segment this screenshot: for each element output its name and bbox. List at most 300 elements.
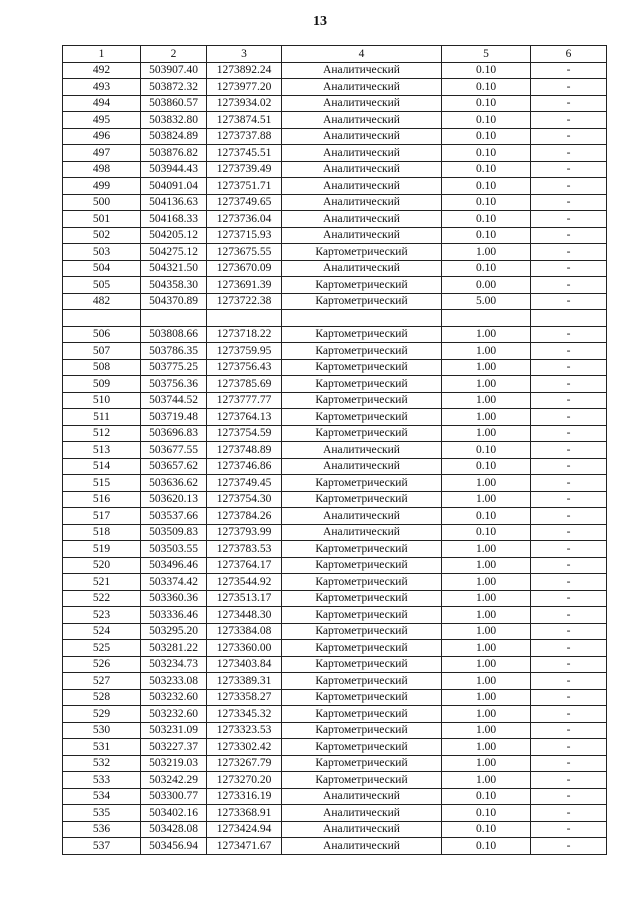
table-cell: Картометрический: [282, 640, 442, 657]
table-cell: 1273874.51: [207, 112, 282, 129]
table-row: [63, 821, 607, 838]
table-cell: 532: [63, 755, 141, 772]
table-cell: 1273384.08: [207, 623, 282, 640]
table-cell: -: [531, 293, 607, 310]
table-cell: 1273739.49: [207, 161, 282, 178]
table-cell: Аналитический: [282, 79, 442, 96]
table-cell: 504370.89: [141, 293, 207, 310]
table-cell: 503786.35: [141, 343, 207, 360]
table-row: [63, 194, 607, 211]
table-cell: 1.00: [442, 772, 531, 789]
table-row: [63, 161, 607, 178]
table-cell: 503677.55: [141, 442, 207, 459]
table-cell: -: [531, 194, 607, 211]
table-cell: 1.00: [442, 623, 531, 640]
table-cell: 0.10: [442, 805, 531, 822]
table-header: [63, 46, 607, 63]
table-cell: 493: [63, 79, 141, 96]
table-cell: 501: [63, 211, 141, 228]
table-row: [63, 805, 607, 822]
table-cell: 536: [63, 821, 141, 838]
table-cell: 503824.89: [141, 128, 207, 145]
table-cell: -: [531, 739, 607, 756]
table-row: [63, 524, 607, 541]
table-cell: 503227.37: [141, 739, 207, 756]
table-cell: 1.00: [442, 739, 531, 756]
table-cell: -: [531, 541, 607, 558]
table-cell: Аналитический: [282, 838, 442, 855]
table-cell: -: [531, 557, 607, 574]
table-cell: 496: [63, 128, 141, 145]
table-cell: 537: [63, 838, 141, 855]
table-cell: Аналитический: [282, 194, 442, 211]
table-cell: Картометрический: [282, 557, 442, 574]
table-cell: 0.10: [442, 194, 531, 211]
table-cell: Картометрический: [282, 409, 442, 426]
table-cell: 503503.55: [141, 541, 207, 558]
table-cell: 531: [63, 739, 141, 756]
table-row: [63, 739, 607, 756]
table-row: [63, 128, 607, 145]
table-cell: 1273756.43: [207, 359, 282, 376]
table-cell: 0.10: [442, 211, 531, 228]
table-cell: 503537.66: [141, 508, 207, 525]
table-cell: Аналитический: [282, 508, 442, 525]
table-row: [63, 376, 607, 393]
table-cell: 1.00: [442, 359, 531, 376]
table-cell: -: [531, 788, 607, 805]
table-cell: -: [531, 62, 607, 79]
column-header: 4: [282, 46, 442, 63]
table-cell: 503233.08: [141, 673, 207, 690]
table-cell: Аналитический: [282, 458, 442, 475]
table-cell: 1273785.69: [207, 376, 282, 393]
table-cell: Картометрический: [282, 689, 442, 706]
table-cell: 1273749.65: [207, 194, 282, 211]
table-cell: 503719.48: [141, 409, 207, 426]
table-cell: -: [531, 161, 607, 178]
table-cell: 518: [63, 524, 141, 541]
table-cell: 504: [63, 260, 141, 277]
table-cell: Картометрический: [282, 343, 442, 360]
column-header: 3: [207, 46, 282, 63]
table-cell: Картометрический: [282, 722, 442, 739]
table-row: [63, 277, 607, 294]
table-cell: 498: [63, 161, 141, 178]
table-row: [63, 722, 607, 739]
table-row: [63, 293, 607, 310]
table-cell: 1273368.91: [207, 805, 282, 822]
table-row: [63, 557, 607, 574]
table-cell: Аналитический: [282, 524, 442, 541]
table-row: [63, 755, 607, 772]
table-cell: 1273722.38: [207, 293, 282, 310]
table-cell: Аналитический: [282, 178, 442, 195]
table-cell: 0.10: [442, 524, 531, 541]
table-cell: -: [531, 458, 607, 475]
table-cell: 503: [63, 244, 141, 261]
table-cell: Картометрический: [282, 475, 442, 492]
table-cell: 0.10: [442, 838, 531, 855]
table-cell: 1273675.55: [207, 244, 282, 261]
table-cell: 503360.36: [141, 590, 207, 607]
table-cell: 1.00: [442, 343, 531, 360]
table-cell: -: [531, 178, 607, 195]
table-cell: -: [531, 277, 607, 294]
table-cell: 507: [63, 343, 141, 360]
table-cell: 1273759.95: [207, 343, 282, 360]
table-cell: -: [531, 508, 607, 525]
table-cell: 503300.77: [141, 788, 207, 805]
table-cell: 519: [63, 541, 141, 558]
table-row: [63, 607, 607, 624]
table-cell: Картометрический: [282, 755, 442, 772]
table-row: [63, 392, 607, 409]
table-cell: 503374.42: [141, 574, 207, 591]
table-cell: 504275.12: [141, 244, 207, 261]
table-cell: 495: [63, 112, 141, 129]
table-cell: 504168.33: [141, 211, 207, 228]
table-cell: 1273892.24: [207, 62, 282, 79]
table-cell: 497: [63, 145, 141, 162]
table-row: [63, 442, 607, 459]
table-cell: 0.10: [442, 161, 531, 178]
table-cell: -: [531, 722, 607, 739]
table-cell: 1273751.71: [207, 178, 282, 195]
table-cell: Аналитический: [282, 227, 442, 244]
table-cell: 1273302.42: [207, 739, 282, 756]
table-cell: -: [531, 607, 607, 624]
table-cell: 504136.63: [141, 194, 207, 211]
table-row: [63, 656, 607, 673]
table-cell: Картометрический: [282, 574, 442, 591]
table-cell: 1.00: [442, 755, 531, 772]
table-cell: 1.00: [442, 673, 531, 690]
table-cell: 0.10: [442, 62, 531, 79]
table-cell: 492: [63, 62, 141, 79]
table-cell: 503832.80: [141, 112, 207, 129]
table-cell: 1.00: [442, 590, 531, 607]
table-cell: Картометрический: [282, 607, 442, 624]
table-cell: 1273471.67: [207, 838, 282, 855]
table-cell: 0.10: [442, 128, 531, 145]
table-cell: 524: [63, 623, 141, 640]
table-cell: Картометрический: [282, 623, 442, 640]
table-cell: 1273737.88: [207, 128, 282, 145]
table-row: [63, 62, 607, 79]
table-cell: 503872.32: [141, 79, 207, 96]
table-row: [63, 574, 607, 591]
table-cell: 1273934.02: [207, 95, 282, 112]
table-cell: -: [531, 821, 607, 838]
table-cell: 503696.83: [141, 425, 207, 442]
table-cell: 1273323.53: [207, 722, 282, 739]
table-cell: 503232.60: [141, 706, 207, 723]
coordinates-table: [62, 45, 607, 855]
table-cell: 1.00: [442, 722, 531, 739]
table-cell: 1273389.31: [207, 673, 282, 690]
table-cell: -: [531, 425, 607, 442]
table-row: [63, 491, 607, 508]
table-row: [63, 788, 607, 805]
table-cell: Картометрический: [282, 673, 442, 690]
table-cell: 0.10: [442, 458, 531, 475]
column-header: 5: [442, 46, 531, 63]
table-cell: 1.00: [442, 425, 531, 442]
table-row: [63, 310, 607, 327]
table-cell: Аналитический: [282, 128, 442, 145]
table-cell: 0.10: [442, 95, 531, 112]
table-cell: 1.00: [442, 640, 531, 657]
table-row: [63, 79, 607, 96]
table-cell: Аналитический: [282, 788, 442, 805]
table-cell: 503808.66: [141, 326, 207, 343]
table-cell: -: [531, 359, 607, 376]
table-row: [63, 178, 607, 195]
table-cell: -: [531, 755, 607, 772]
table-row: [63, 706, 607, 723]
table-cell: 525: [63, 640, 141, 657]
table-cell: 1.00: [442, 706, 531, 723]
table-cell: -: [531, 590, 607, 607]
table-cell: 1273358.27: [207, 689, 282, 706]
table-cell: Картометрический: [282, 376, 442, 393]
table-row: [63, 508, 607, 525]
table-cell: -: [531, 227, 607, 244]
table-cell: 0.10: [442, 508, 531, 525]
table-cell: 503336.46: [141, 607, 207, 624]
table-cell: 523: [63, 607, 141, 624]
table-cell: 1.00: [442, 574, 531, 591]
table-cell: -: [531, 673, 607, 690]
table-cell: -: [531, 211, 607, 228]
table-cell: 1.00: [442, 475, 531, 492]
table-row: [63, 359, 607, 376]
table-cell: 0.10: [442, 178, 531, 195]
table-cell: -: [531, 689, 607, 706]
table-cell: 1273749.45: [207, 475, 282, 492]
table-cell: 1.00: [442, 409, 531, 426]
table-row: [63, 623, 607, 640]
table-cell: 503456.94: [141, 838, 207, 855]
table-cell: -: [531, 244, 607, 261]
table-cell: 0.10: [442, 79, 531, 96]
table-cell: 506: [63, 326, 141, 343]
table-row: [63, 211, 607, 228]
table-cell: -: [531, 640, 607, 657]
table-cell: 512: [63, 425, 141, 442]
table-cell: 503620.13: [141, 491, 207, 508]
table-row: [63, 409, 607, 426]
table-cell: 520: [63, 557, 141, 574]
table-cell: -: [531, 326, 607, 343]
table-cell: -: [531, 392, 607, 409]
table-cell: 515: [63, 475, 141, 492]
table-cell: 1273316.19: [207, 788, 282, 805]
table-row: [63, 326, 607, 343]
table-cell: -: [531, 260, 607, 277]
table-cell: 1.00: [442, 244, 531, 261]
table-cell: 0.00: [442, 277, 531, 294]
table-row: [63, 112, 607, 129]
table-cell: Картометрический: [282, 706, 442, 723]
table-cell: 503242.29: [141, 772, 207, 789]
table-cell: 1273754.59: [207, 425, 282, 442]
table-cell: 516: [63, 491, 141, 508]
table-cell: 0.10: [442, 260, 531, 277]
table-cell: -: [531, 491, 607, 508]
table-cell: 510: [63, 392, 141, 409]
table-cell: 1273793.99: [207, 524, 282, 541]
table-cell: Аналитический: [282, 260, 442, 277]
header-row: [63, 46, 607, 63]
table-cell: 527: [63, 673, 141, 690]
table-cell: 530: [63, 722, 141, 739]
table-cell: 533: [63, 772, 141, 789]
table-cell: 503907.40: [141, 62, 207, 79]
table-cell: 1273403.84: [207, 656, 282, 673]
table-cell: 1273784.26: [207, 508, 282, 525]
table-cell: 503219.03: [141, 755, 207, 772]
table-cell: 499: [63, 178, 141, 195]
table-cell: Картометрический: [282, 293, 442, 310]
table-cell: Картометрический: [282, 772, 442, 789]
table-cell: 502: [63, 227, 141, 244]
table-cell: [63, 310, 141, 327]
table-cell: [442, 310, 531, 327]
table-cell: 1273691.39: [207, 277, 282, 294]
table-row: [63, 640, 607, 657]
table-cell: Картометрический: [282, 491, 442, 508]
table-row: [63, 541, 607, 558]
table-cell: 503232.60: [141, 689, 207, 706]
table-cell: -: [531, 706, 607, 723]
table-cell: -: [531, 145, 607, 162]
table-cell: Картометрический: [282, 359, 442, 376]
table-cell: 504091.04: [141, 178, 207, 195]
table-cell: 1273345.32: [207, 706, 282, 723]
table-cell: 1.00: [442, 491, 531, 508]
table-cell: 504321.50: [141, 260, 207, 277]
table-cell: 1273513.17: [207, 590, 282, 607]
table-cell: Аналитический: [282, 95, 442, 112]
table-cell: -: [531, 112, 607, 129]
table-cell: 1273777.77: [207, 392, 282, 409]
table-cell: [207, 310, 282, 327]
table-cell: 503496.46: [141, 557, 207, 574]
table-cell: Аналитический: [282, 161, 442, 178]
column-header: 6: [531, 46, 607, 63]
table-cell: 1273748.89: [207, 442, 282, 459]
table-cell: Картометрический: [282, 425, 442, 442]
table-body: [63, 62, 607, 854]
table-cell: 503402.16: [141, 805, 207, 822]
table-cell: 0.10: [442, 442, 531, 459]
table-row: [63, 838, 607, 855]
table-cell: 503428.08: [141, 821, 207, 838]
table-row: [63, 590, 607, 607]
table-cell: 503744.52: [141, 392, 207, 409]
table-cell: 1273746.86: [207, 458, 282, 475]
table-cell: 1.00: [442, 607, 531, 624]
table-cell: 1273424.94: [207, 821, 282, 838]
table-cell: Картометрический: [282, 277, 442, 294]
table-cell: Аналитический: [282, 442, 442, 459]
table-row: [63, 343, 607, 360]
table-cell: Аналитический: [282, 211, 442, 228]
table-cell: Аналитический: [282, 112, 442, 129]
table-cell: 500: [63, 194, 141, 211]
table-cell: 1.00: [442, 557, 531, 574]
table-cell: 503860.57: [141, 95, 207, 112]
table-cell: 503944.43: [141, 161, 207, 178]
table-row: [63, 244, 607, 261]
table-cell: -: [531, 772, 607, 789]
table-cell: 1.00: [442, 326, 531, 343]
table-row: [63, 95, 607, 112]
table-cell: Аналитический: [282, 821, 442, 838]
table-row: [63, 227, 607, 244]
table-cell: -: [531, 95, 607, 112]
table-cell: 1273783.53: [207, 541, 282, 558]
table-cell: 508: [63, 359, 141, 376]
table-cell: [531, 310, 607, 327]
table-cell: 513: [63, 442, 141, 459]
table-cell: -: [531, 376, 607, 393]
table-cell: 503295.20: [141, 623, 207, 640]
table-cell: 494: [63, 95, 141, 112]
table-row: [63, 475, 607, 492]
table-cell: 1.00: [442, 541, 531, 558]
table-cell: 0.10: [442, 788, 531, 805]
table-cell: 529: [63, 706, 141, 723]
table-row: [63, 772, 607, 789]
table-cell: 0.10: [442, 821, 531, 838]
table-cell: -: [531, 409, 607, 426]
table-row: [63, 689, 607, 706]
table-cell: 1273754.30: [207, 491, 282, 508]
table-cell: 503231.09: [141, 722, 207, 739]
table-cell: 503657.62: [141, 458, 207, 475]
table-cell: 526: [63, 656, 141, 673]
table-cell: Картометрический: [282, 739, 442, 756]
table-cell: 1273267.79: [207, 755, 282, 772]
table-cell: -: [531, 656, 607, 673]
table-cell: -: [531, 805, 607, 822]
table-cell: Картометрический: [282, 590, 442, 607]
table-cell: 503281.22: [141, 640, 207, 657]
table-cell: 482: [63, 293, 141, 310]
table-cell: [282, 310, 442, 327]
table-cell: 517: [63, 508, 141, 525]
table-row: [63, 673, 607, 690]
table-cell: 1273745.51: [207, 145, 282, 162]
table-cell: 503775.25: [141, 359, 207, 376]
table-cell: Картометрический: [282, 392, 442, 409]
table-cell: 1273718.22: [207, 326, 282, 343]
table-cell: 504205.12: [141, 227, 207, 244]
table-cell: 1.00: [442, 689, 531, 706]
table-cell: 504358.30: [141, 277, 207, 294]
table-cell: 1273544.92: [207, 574, 282, 591]
column-header: 2: [141, 46, 207, 63]
table-cell: 1273764.17: [207, 557, 282, 574]
table-cell: 1273736.04: [207, 211, 282, 228]
table-cell: 509: [63, 376, 141, 393]
table-cell: 0.10: [442, 145, 531, 162]
column-header: 1: [63, 46, 141, 63]
table-cell: 503876.82: [141, 145, 207, 162]
